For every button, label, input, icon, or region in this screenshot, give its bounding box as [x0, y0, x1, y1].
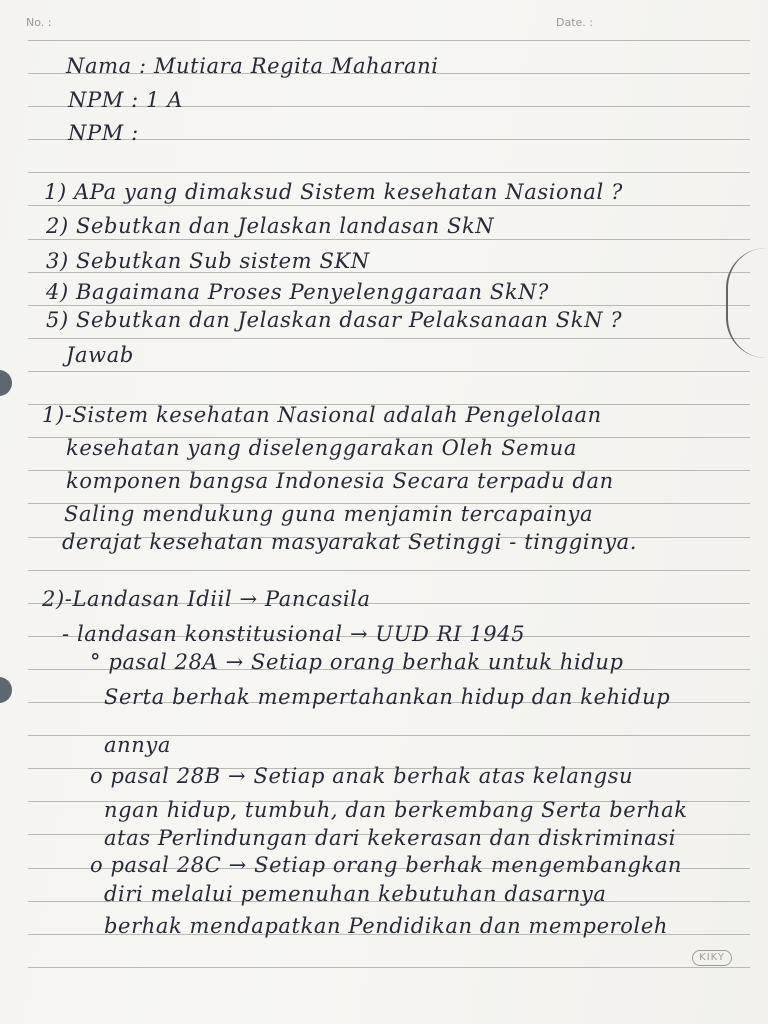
handwritten-line — [0, 401, 768, 429]
handwritten-line-text: 1) APa yang dimaksud Sistem kesehatan Nasional ? — [44, 180, 623, 204]
handwritten-line — [0, 731, 768, 759]
handwritten-line — [0, 585, 768, 613]
handwritten-line-text: atas Perlindungan dari kekerasan dan diskriminasi — [104, 826, 677, 850]
handwritten-line — [0, 500, 768, 528]
handwritten-line-text: 2)-Landasan Idiil → Pancasila — [42, 587, 371, 611]
rule-line — [28, 40, 750, 41]
handwritten-line — [0, 178, 768, 206]
handwritten-line-text: komponen bangsa Indonesia Secara terpadu dan — [66, 469, 614, 493]
handwritten-line-text: 2) Sebutkan dan Jelaskan landasan SkN — [46, 214, 495, 238]
rule-line — [28, 570, 750, 571]
handwritten-line-text: ngan hidup, tumbuh, dan berkembang Serta berhak — [104, 798, 688, 822]
handwritten-line — [0, 762, 768, 790]
no-label: No. : — [26, 16, 52, 29]
handwritten-line-text: - landasan konstitusional → UUD RI 1945 — [62, 622, 526, 646]
handwritten-line-text: derajat kesehatan masyarakat Setinggi - tingginya. — [62, 530, 638, 554]
handwritten-line — [0, 467, 768, 495]
handwritten-line-text: kesehatan yang diselenggarakan Oleh Semua — [66, 436, 577, 460]
handwritten-line-text: 5) Sebutkan dan Jelaskan dasar Pelaksanaan SkN ? — [46, 308, 623, 332]
handwritten-line — [0, 52, 768, 80]
rule-line — [28, 338, 750, 339]
handwritten-line — [0, 341, 768, 369]
handwritten-line — [0, 434, 768, 462]
handwritten-line — [0, 119, 768, 147]
handwritten-line — [0, 306, 768, 334]
handwritten-line — [0, 824, 768, 852]
handwritten-line-text: 4) Bagaimana Proses Penyelenggaraan SkN? — [46, 280, 550, 304]
brand-stamp: KIKY — [692, 950, 732, 966]
handwritten-line-text: Serta berhak mempertahankan hidup dan kehidup — [104, 685, 671, 709]
rule-line — [28, 967, 750, 968]
handwritten-line-text: o pasal 28C → Setiap orang berhak mengembangkan — [90, 853, 683, 877]
handwritten-line-text: NPM : — [68, 121, 139, 145]
handwritten-line — [0, 247, 768, 275]
handwritten-line — [0, 278, 768, 306]
handwritten-line-text: Jawab — [66, 343, 134, 367]
handwritten-line — [0, 648, 768, 676]
handwritten-line-text: Nama : Mutiara Regita Maharani — [66, 54, 439, 78]
handwritten-line — [0, 796, 768, 824]
handwritten-line-text: NPM : 1 A — [68, 88, 184, 112]
binder-hole-top — [0, 370, 12, 396]
handwritten-line — [0, 528, 768, 556]
handwritten-line — [0, 851, 768, 879]
handwritten-line — [0, 683, 768, 711]
handwritten-line-text: Saling mendukung guna menjamin tercapainya — [64, 502, 594, 526]
rule-line — [28, 172, 750, 173]
handwritten-line-text: ° pasal 28A → Setiap orang berhak untuk hidup — [90, 650, 624, 674]
handwritten-line-text: diri melalui pemenuhan kebutuhan dasarnya — [104, 882, 607, 906]
date-label: Date. : — [556, 16, 593, 29]
handwritten-line — [0, 880, 768, 908]
handwritten-line — [0, 212, 768, 240]
handwritten-line — [0, 912, 768, 940]
handwritten-line-text: o pasal 28B → Setiap anak berhak atas kelangsu — [90, 764, 634, 788]
handwritten-line — [0, 620, 768, 648]
handwritten-line-text: 3) Sebutkan Sub sistem SKN — [46, 249, 370, 273]
handwritten-line — [0, 86, 768, 114]
handwritten-line-text: berhak mendapatkan Pendidikan dan memperoleh — [104, 914, 668, 938]
rule-line — [28, 371, 750, 372]
handwritten-line-text: annya — [104, 733, 171, 757]
handwritten-line-text: 1)-Sistem kesehatan Nasional adalah Pengelolaan — [42, 403, 602, 427]
